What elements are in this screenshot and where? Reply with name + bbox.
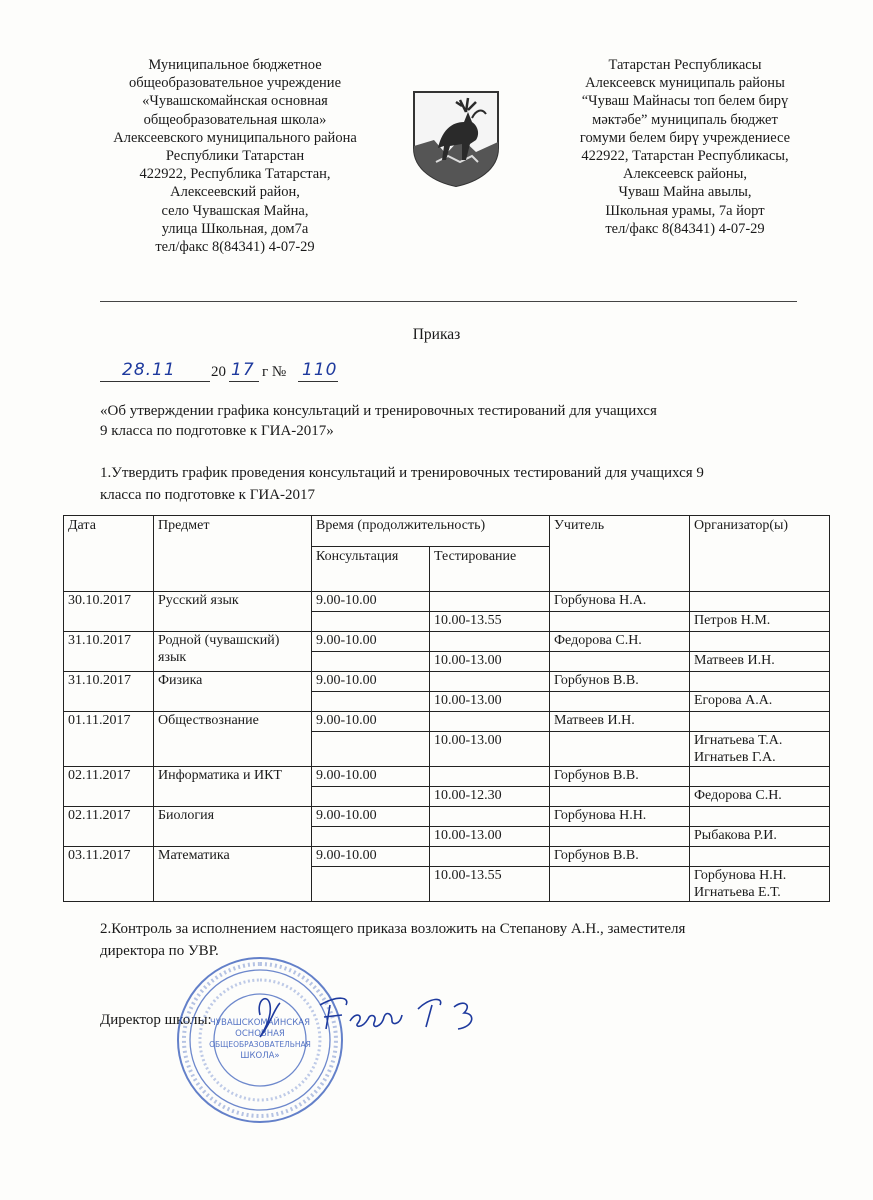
cell-organizers-empty <box>690 712 830 732</box>
cell-teacher-empty <box>550 692 690 712</box>
cell-consultation: 9.00-10.00 <box>312 672 430 692</box>
header-right-line: Школьная урамы, 7а йорт <box>605 202 765 219</box>
cell-organizers-empty <box>690 672 830 692</box>
cell-consultation-empty <box>312 652 430 672</box>
cell-testing: 10.00-13.00 <box>430 732 550 767</box>
cell-teacher: Горбунов В.В. <box>550 767 690 787</box>
stamp-line-1: ЧУВАШСКОМАЙНСКАЯ <box>210 1018 310 1028</box>
cell-teacher-empty <box>550 612 690 632</box>
table-header-row <box>64 516 830 547</box>
cell-testing-empty <box>430 592 550 612</box>
table-row <box>64 632 830 652</box>
cell-consultation: 9.00-10.00 <box>312 767 430 787</box>
director-signature <box>250 985 500 1045</box>
header-right-line: Алексеевск муниципаль районы <box>585 75 785 92</box>
subject-line-2: 9 класса по подготовке к ГИА-2017» <box>100 423 334 439</box>
order-subject <box>100 401 820 441</box>
header-right-tatar <box>520 56 850 238</box>
header-left-line: село Чувашская Майна, <box>161 202 309 219</box>
cell-teacher: Федорова С.Н. <box>550 632 690 652</box>
header-left-line: Алексеевского муниципального района <box>113 129 357 146</box>
header-right-line: 422922, Татарстан Республикасы, <box>581 148 789 165</box>
handwritten-date: 28.11 <box>122 360 176 380</box>
stamp-line-3: ОБЩЕОБРАЗОВАТЕЛЬНАЯ <box>209 1040 311 1049</box>
cell-subject: Русский язык <box>154 592 312 632</box>
table-row <box>64 807 830 827</box>
header-organizers: Организатор(ы) <box>690 516 830 592</box>
cell-testing-empty <box>430 632 550 652</box>
cell-organizers: Горбунова Н.Н. Игнатьева Е.Т. <box>690 867 830 902</box>
header-left-line: улица Школьная, дом7а <box>161 220 309 237</box>
cell-organizers-empty <box>690 807 830 827</box>
district-emblem-icon <box>406 88 506 188</box>
header-left-line: Алексеевский район, <box>170 184 300 201</box>
header-date: Дата <box>64 516 154 592</box>
cell-date: 31.10.2017 <box>64 672 154 712</box>
header-left-line: общеобразовательное учреждение <box>128 75 342 92</box>
cell-organizers: Петров Н.М. <box>690 612 830 632</box>
cell-subject: Биология <box>154 807 312 847</box>
document-title: Приказ <box>412 326 461 343</box>
cell-organizers: Матвеев И.Н. <box>690 652 830 672</box>
header-right-line: Чуваш Майна авылы, <box>618 184 752 201</box>
date-underline <box>100 381 210 382</box>
table-row <box>64 767 830 787</box>
cell-consultation-empty <box>312 867 430 902</box>
cell-teacher: Горбунова Н.Н. <box>550 807 690 827</box>
cell-consultation: 9.00-10.00 <box>312 807 430 827</box>
header-left-line: Республики Татарстан <box>165 148 305 165</box>
schedule-table <box>63 515 830 902</box>
cell-organizers: Егорова А.А. <box>690 692 830 712</box>
header-consultation: Консультация <box>312 547 430 592</box>
cell-date: 03.11.2017 <box>64 847 154 902</box>
year-suffix: г № <box>262 364 287 380</box>
cell-consultation-empty <box>312 612 430 632</box>
stamp-line-4: ШКОЛА» <box>240 1051 280 1061</box>
cell-testing: 10.00-13.00 <box>430 827 550 847</box>
subject-line-1: «Об утверждении графика консультаций и тренировочных тестирований для учащихся <box>100 403 657 419</box>
point1-line-1: 1.Утвердить график проведения консультаций и тренировочных тестирований для учащихся 9 <box>100 465 704 481</box>
header-left-line: 422922, Республика Татарстан, <box>139 166 331 183</box>
header-subject: Предмет <box>154 516 312 592</box>
header-right-line: Алексеевск районы, <box>622 166 747 183</box>
cell-organizers: Федорова С.Н. <box>690 787 830 807</box>
cell-organizers-empty <box>690 592 830 612</box>
header-left-line: общеобразовательная школа» <box>143 111 327 128</box>
table-row <box>64 712 830 732</box>
header-right-line: Татарстан Республикасы <box>608 57 762 73</box>
handwritten-order-number: 110 <box>302 360 338 380</box>
handwritten-year: 17 <box>231 360 255 380</box>
header-right-line: тел/факс 8(84341) 4-07-29 <box>605 220 765 237</box>
cell-date: 02.11.2017 <box>64 767 154 807</box>
cell-date: 01.11.2017 <box>64 712 154 767</box>
cell-organizers-empty <box>690 847 830 867</box>
header-left-line: «Чувашскомайнская основная <box>142 93 328 110</box>
header-right-line: мәктәбе” муниципаль бюджет <box>592 111 778 128</box>
point2-line-1: 2.Контроль за исполнением настоящего приказа возложить на Степанову А.Н., заместителя <box>100 921 686 937</box>
header-time: Время (продолжительность) <box>312 516 550 547</box>
header-left-line: Муниципальное бюджетное <box>148 57 322 73</box>
cell-teacher-empty <box>550 732 690 767</box>
cell-subject: Обществознание <box>154 712 312 767</box>
cell-subject: Физика <box>154 672 312 712</box>
table-row <box>64 592 830 612</box>
cell-date: 02.11.2017 <box>64 807 154 847</box>
table-row <box>64 672 830 692</box>
cell-subject: Информатика и ИКТ <box>154 767 312 807</box>
cell-organizers-empty <box>690 632 830 652</box>
cell-consultation: 9.00-10.00 <box>312 847 430 867</box>
cell-testing-empty <box>430 847 550 867</box>
cell-organizers: Рыбакова Р.И. <box>690 827 830 847</box>
header-right-line: гомуми белем бирү учреждениесе <box>579 129 791 146</box>
cell-subject: Математика <box>154 847 312 902</box>
header-left-russian <box>70 56 400 256</box>
cell-testing: 10.00-13.55 <box>430 612 550 632</box>
cell-consultation-empty <box>312 692 430 712</box>
point1-line-2: класса по подготовке к ГИА-2017 <box>100 487 316 503</box>
cell-testing-empty <box>430 672 550 692</box>
director-signature-label: Директор школы: <box>100 1012 212 1028</box>
cell-consultation-empty <box>312 827 430 847</box>
cell-teacher-empty <box>550 867 690 902</box>
cell-consultation-empty <box>312 732 430 767</box>
cell-testing: 10.00-13.00 <box>430 692 550 712</box>
cell-subject: Родной (чувашский) язык <box>154 632 312 672</box>
cell-consultation: 9.00-10.00 <box>312 712 430 732</box>
year-underline <box>229 381 259 382</box>
cell-date: 30.10.2017 <box>64 592 154 632</box>
cell-teacher: Горбунов В.В. <box>550 847 690 867</box>
cell-teacher-empty <box>550 827 690 847</box>
year-prefix: 20 <box>211 364 226 380</box>
cell-teacher-empty <box>550 652 690 672</box>
cell-teacher: Горбунова Н.А. <box>550 592 690 612</box>
stamp-line-2: ОСНОВНАЯ <box>235 1029 285 1039</box>
header-testing: Тестирование <box>430 547 550 592</box>
cell-teacher: Матвеев И.Н. <box>550 712 690 732</box>
header-divider <box>100 301 797 302</box>
cell-testing: 10.00-13.55 <box>430 867 550 902</box>
cell-teacher-empty <box>550 787 690 807</box>
cell-organizers: Игнатьева Т.А. Игнатьев Г.А. <box>690 732 830 767</box>
cell-consultation: 9.00-10.00 <box>312 632 430 652</box>
cell-testing: 10.00-12.30 <box>430 787 550 807</box>
cell-testing-empty <box>430 712 550 732</box>
cell-testing-empty <box>430 807 550 827</box>
cell-consultation-empty <box>312 787 430 807</box>
cell-organizers-empty <box>690 767 830 787</box>
table-row <box>64 847 830 867</box>
cell-testing: 10.00-13.00 <box>430 652 550 672</box>
header-left-line: тел/факс 8(84341) 4-07-29 <box>155 239 315 256</box>
cell-testing-empty <box>430 767 550 787</box>
cell-date: 31.10.2017 <box>64 632 154 672</box>
cell-teacher: Горбунов В.В. <box>550 672 690 692</box>
header-teacher: Учитель <box>550 516 690 592</box>
number-underline <box>298 381 338 382</box>
order-point-1 <box>100 462 830 506</box>
point2-line-2: директора по УВР. <box>100 943 219 959</box>
header-right-line: “Чуваш Майнасы топ белем бирү <box>581 93 789 110</box>
cell-consultation: 9.00-10.00 <box>312 592 430 612</box>
